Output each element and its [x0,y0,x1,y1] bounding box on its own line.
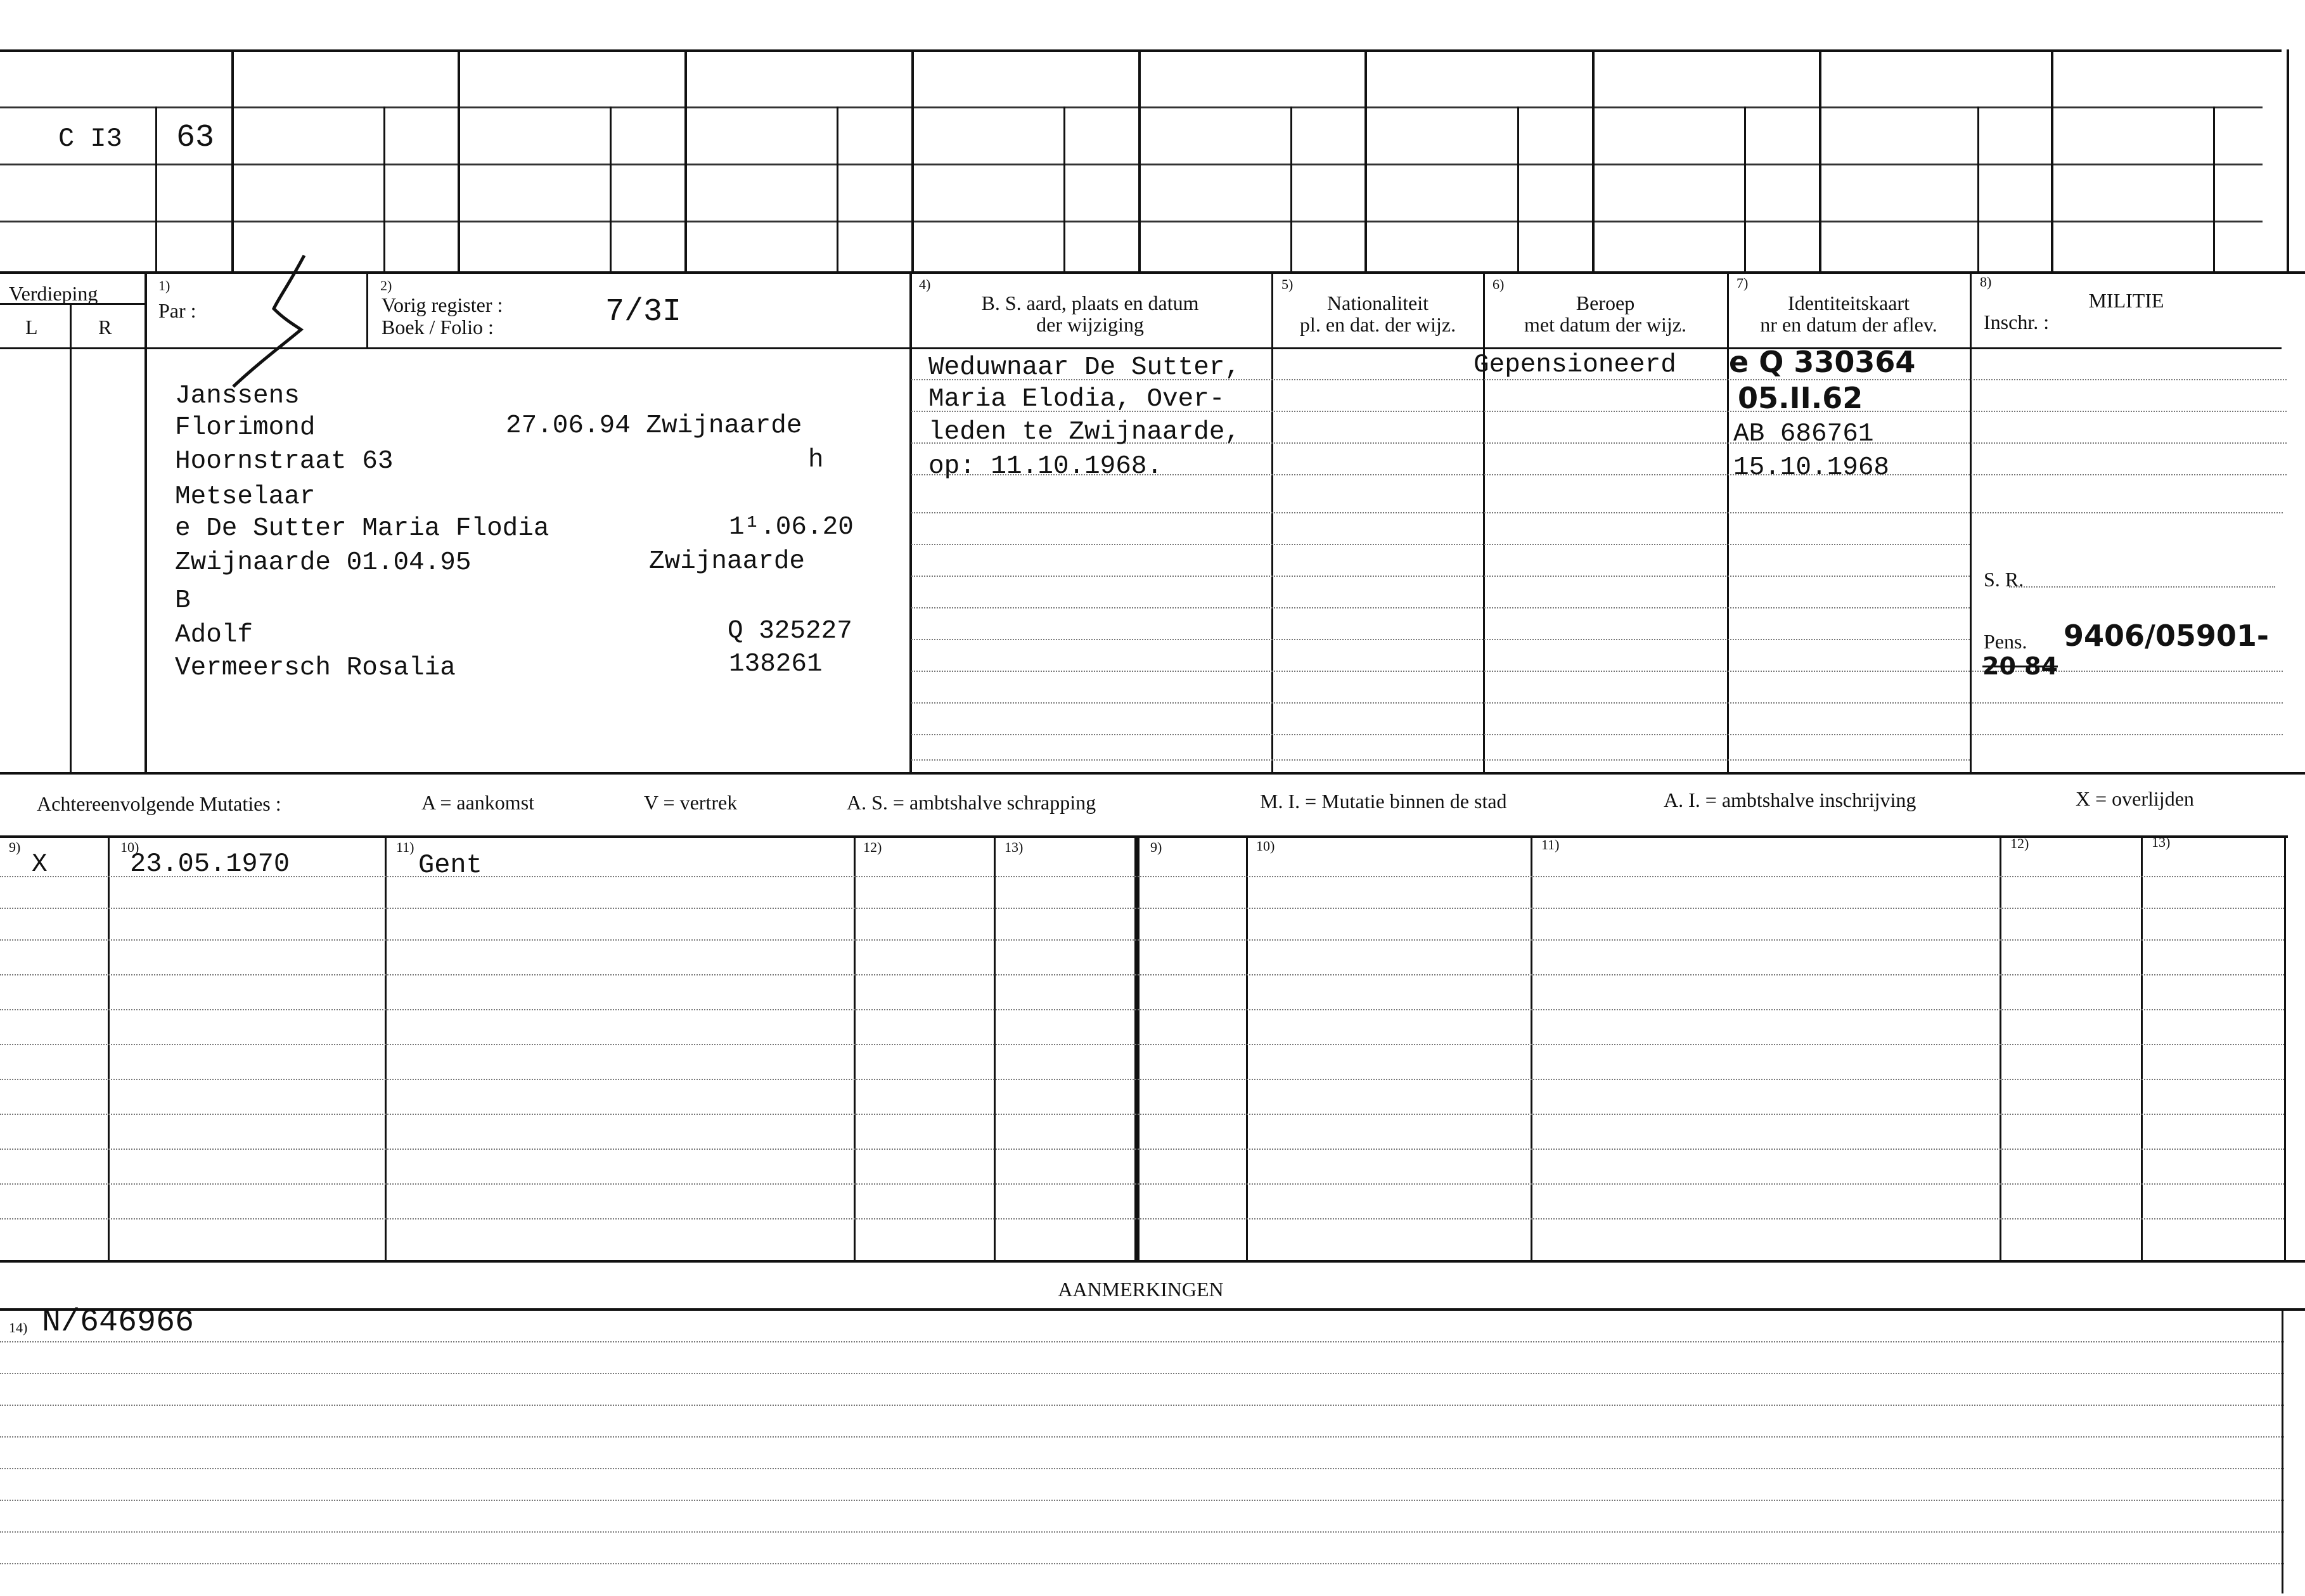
remarks-value: N/646966 [42,1304,195,1341]
mutations-label: Achtereenvolgende Mutaties : [37,792,281,815]
bs-line-3: leden te Zwijnaarde, [928,418,1241,447]
birth-date-place: 27.06.94 Zwijnaarde [506,411,802,441]
sr-label: S. R. [1984,568,2024,591]
col-12-left: 12) [863,839,882,855]
col-10-right: 10) [1256,838,1275,854]
reference-code: C I3 [58,124,122,154]
militia-num: 8) [1980,274,1992,290]
id-card-header-2: nr en datum der aflev. [1760,313,1937,336]
pens-label: Pens. [1984,630,2027,653]
bs-line-4: op: 11.10.1968. [928,452,1163,481]
nationality-num: 5) [1281,276,1294,292]
legend-departure: V = vertrek [644,791,738,814]
par-num: 1) [158,278,170,293]
col-9-right: 9) [1150,839,1162,855]
prev-register-num: 2) [380,278,392,293]
id-card-line-2: 05.II.62 [1738,381,1863,415]
floor-label: Verdieping [9,282,98,305]
firstname: Florimond [175,413,316,442]
col-13-left: 13) [1005,839,1024,855]
col-10-left: 10) [120,839,139,855]
pension-number: 9406/05901- [2064,619,2269,653]
bs-line-2: Maria Elodia, Over- [928,385,1225,414]
nationality-header: Nationaliteit [1327,292,1429,314]
col-9-left: 9) [9,839,21,855]
mutation-place: Gent [418,850,482,880]
mother: Vermeersch Rosalia [175,653,456,683]
legend-death: X = overlijden [2076,787,2194,810]
col-13-right: 13) [2152,834,2171,850]
mutation-date: 23.05.1970 [130,849,290,879]
prev-register-label: Vorig register : [382,293,503,316]
pension-number-2: 20 84 [1982,652,2058,680]
id-card-line-1: e Q 330364 [1729,345,1916,379]
marriage: Zwijnaarde 01.04.95 [175,548,472,577]
handwritten-mark [228,250,330,396]
mutation-type: X [32,850,48,879]
legend-struck: A. S. = ambtshalve schrapping [847,791,1096,814]
id-card-header: Identiteitskaart [1788,292,1910,314]
id-card-line-4: 15.10.1968 [1733,453,1890,482]
par-label: Par : [158,299,196,322]
bs-line-1: Weduwnaar De Sutter, [928,353,1241,382]
mother-code: 138261 [729,650,823,679]
remarks-title: AANMERKINGEN [1058,1278,1224,1301]
legend-registration: A. I. = ambtshalve inschrijving [1664,788,1917,811]
bs-header: B. S. aard, plaats en datum [981,292,1199,314]
father-code: Q 325227 [728,617,852,646]
book-folio-label: Boek / Folio : [382,316,494,338]
floor-left-label: L [25,316,38,338]
col-12-right: 12) [2010,835,2029,851]
address: Hoornstraat 63 [175,447,394,476]
legend-arrival: A = aankomst [421,791,535,814]
surname: Janssens [175,382,300,411]
occupation: Metselaar [175,482,316,512]
bs-header-2: der wijziging [1036,313,1144,336]
inschr-label: Inschr. : [1984,311,2050,333]
h-mark: h [808,446,824,475]
profession-value: Gepensioneerd [1474,351,1676,380]
remarks-num: 14) [9,1320,28,1335]
id-card-num: 7) [1737,275,1749,291]
bs-num: 4) [919,276,931,292]
militia-header: MILITIE [2088,289,2164,312]
marriage-place: Zwijnaarde [649,547,806,576]
profession-header-2: met datum der wijz. [1524,313,1686,336]
reference-number: 63 [176,120,215,156]
col-11-right: 11) [1541,837,1560,853]
spouse: e De Sutter Maria Flodia [175,514,549,543]
profession-num: 6) [1493,276,1505,292]
profession-header: Beroep [1576,292,1635,314]
id-card-line-3: AB 686761 [1733,420,1874,449]
nationality-header-2: pl. en dat. der wijz. [1299,313,1456,336]
b-mark: B [175,586,191,615]
father: Adolf [175,621,254,650]
prev-register-value: 7/3I [605,294,682,330]
floor-right-label: R [98,316,112,338]
legend-internal: M. I. = Mutatie binnen de stad [1260,790,1507,813]
spouse-birth-date: 1¹.06.20 [729,513,854,542]
col-11-left: 11) [396,839,414,855]
